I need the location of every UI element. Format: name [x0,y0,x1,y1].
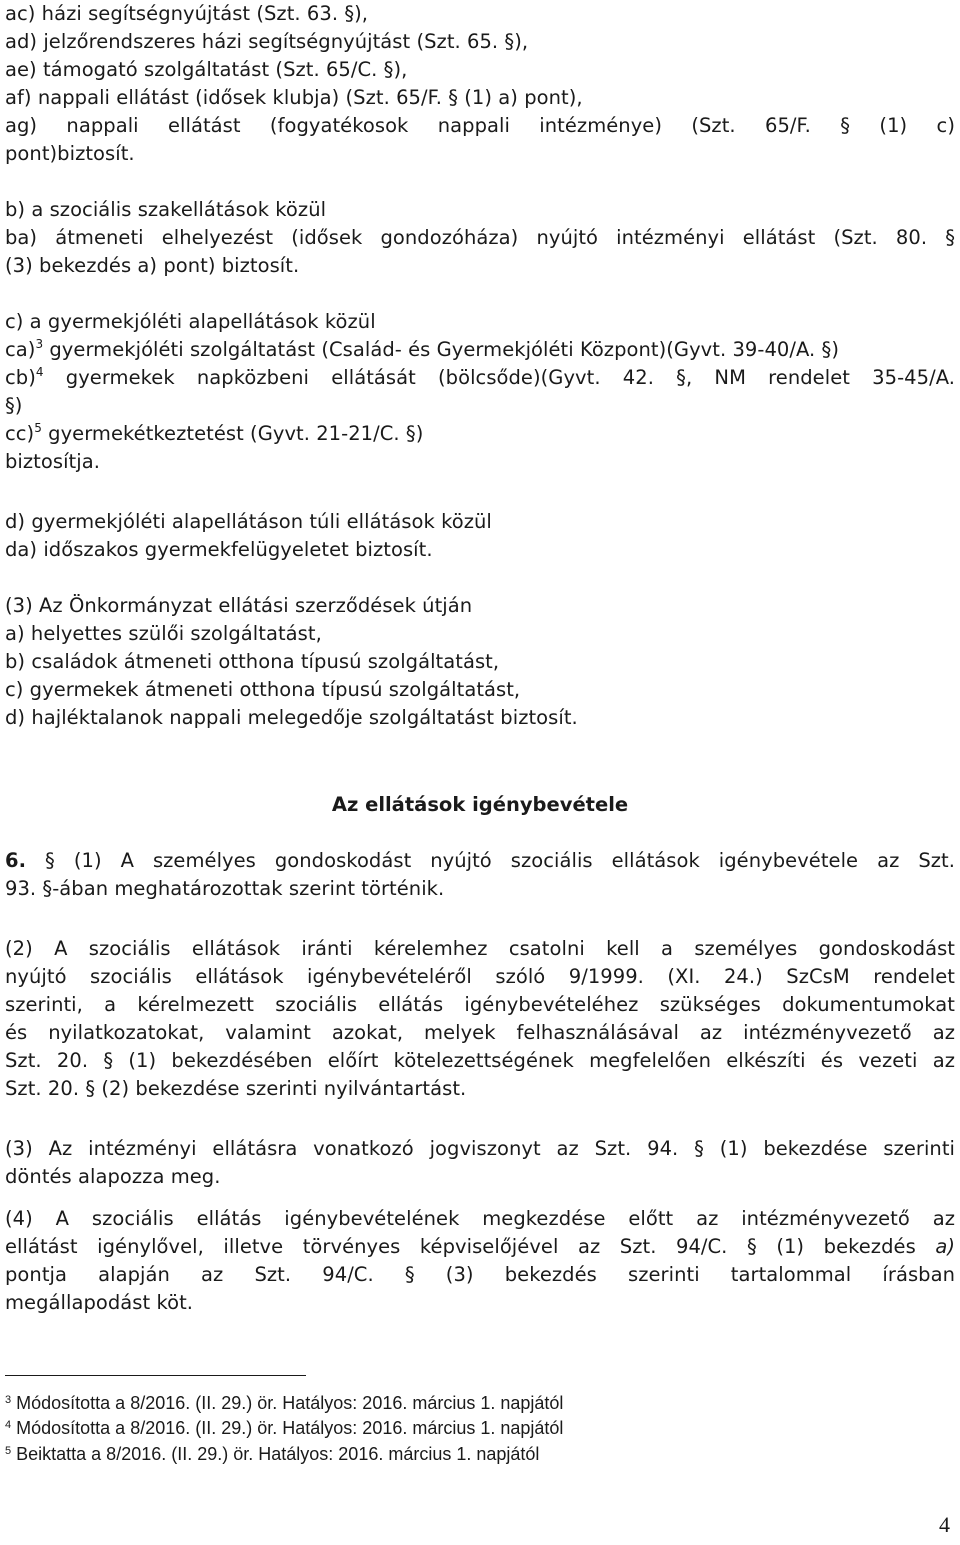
para-4-line3: pontja alapján az Szt. 94/C. § (3) bekezdés szerinti tartalommal írásban [5,1263,955,1286]
para-4-line1: (4) A szociális ellátás igénybevételének megkezdése előtt az intézményvezető az [5,1207,955,1230]
para-6-number: 6. [5,849,27,872]
para-2-line4: és nyilatkozatokat, valamint azokat, melyek felhasználásával az intézményvezető az [5,1021,955,1044]
para-6-text: § (1) A személyes gondoskodást nyújtó szociális ellátások igénybevétele az Szt. [26,849,955,872]
footnote-text: Módosította a 8/2016. (II. 29.) ör. Hatályos: 2016. március 1. napjától [11,1418,564,1438]
item-af: af) nappali ellátást (idősek klubja) (Szt. 65/F. § (1) a) pont), [5,86,583,109]
section-heading: Az ellátások igénybevétele [331,793,629,816]
para-6-line1 [5,847,955,875]
para-3-line2: döntés alapozza meg. [5,1165,221,1188]
para-3-line1: (3) Az intézményi ellátásra vonatkozó jogviszonyt az Szt. 94. § (1) bekezdése szerinti [5,1137,955,1160]
item-ad: ad) jelzőrendszeres házi segítségnyújtást (Szt. 65. §), [5,30,529,53]
para-4-line2-italic: a) [935,1235,955,1258]
footnote-separator [5,1375,306,1376]
para-2-line5: Szt. 20. § (1) bekezdésében előírt kötelezettségének megfelelően elkészíti és vezeti az [5,1049,955,1072]
item-da: da) időszakos gyermekfelügyeletet biztosít. [5,538,433,561]
item-3c: c) gyermekek átmeneti otthona típusú szolgáltatást, [5,678,521,701]
footnote-4 [5,1416,563,1440]
item-3a: a) helyettes szülői szolgáltatást, [5,622,322,645]
para-2-line3: szerinti, a kérelmezett szociális ellátás igénybevételéhez szükséges dokumentumokat [5,993,955,1016]
item-cb-cont: §) [5,394,23,417]
para-2-line2: nyújtó szociális ellátások igénybevételéről szóló 9/1999. (XI. 24.) SzCsM rendelet [5,965,955,988]
item-ca-text: gyermekjóléti szolgáltatást (Család- és Gyermekjóléti Központ)(Gyvt. 39-40/A. §) [43,338,839,361]
item-3d: d) hajléktalanok nappali melegedője szolgáltatást biztosít. [5,706,578,729]
footnote-5 [5,1442,539,1466]
item-cc-label: cc) [5,422,35,445]
item-cb-text: gyermekek napközbeni ellátását (bölcsőde)(Gyvt. 42. §, NM rendelet 35-45/A. [43,366,955,389]
footnote-ref-3[interactable]: 3 [35,336,44,351]
para-6-line2: 93. §-ában meghatározottak szerint történik. [5,877,445,900]
para-4-line4: megállapodást köt. [5,1291,194,1314]
footnote-number: 4 [5,1419,12,1431]
footnote-ref-4[interactable]: 4 [35,364,44,379]
section-c-end: biztosítja. [5,450,100,473]
section-b-intro: b) a szociális szakellátások közül [5,198,327,221]
item-ag-cont: pont)biztosít. [5,142,135,165]
footnote-text: Módosította a 8/2016. (II. 29.) ör. Hatályos: 2016. március 1. napjától [11,1393,564,1413]
item-cb-label: cb) [5,366,36,389]
item-ba-cont: (3) bekezdés a) pont) biztosít. [5,254,300,277]
item-ba: ba) átmeneti elhelyezést (idősek gondozóháza) nyújtó intézményi ellátást (Szt. 80. § [5,226,955,249]
footnote-number: 3 [5,1394,12,1406]
item-cb [5,364,955,392]
para-4-line2 [5,1233,955,1261]
item-ag: ag) nappali ellátást (fogyatékosok nappali intézménye) (Szt. 65/F. § (1) c) [5,114,955,137]
item-ac: ac) házi segítségnyújtást (Szt. 63. §), [5,2,369,25]
para-2-line6: Szt. 20. § (2) bekezdése szerinti nyilvántartást. [5,1077,467,1100]
item-cc [5,420,423,448]
item-3b: b) családok átmeneti otthona típusú szolgáltatást, [5,650,500,673]
item-ca-label: ca) [5,338,36,361]
item-ae: ae) támogató szolgáltatást (Szt. 65/C. §), [5,58,408,81]
footnote-ref-5[interactable]: 5 [34,420,42,435]
footnote-text: Beiktatta a 8/2016. (II. 29.) ör. Hatályos: 2016. március 1. napjától [11,1444,540,1464]
section-d-intro: d) gyermekjóléti alapellátáson túli ellátások közül [5,510,492,533]
section-c-intro: c) a gyermekjóléti alapellátások közül [5,310,376,333]
footnote-number: 5 [5,1445,12,1457]
footnote-3 [5,1391,563,1415]
section-3-intro: (3) Az Önkormányzat ellátási szerződések útján [5,594,473,617]
para-2-line1: (2) A szociális ellátások iránti kérelemhez csatolni kell a személyes gondoskodást [5,937,955,960]
item-ca [5,336,839,364]
page-number: 4 [939,1512,950,1537]
item-cc-text: gyermekétkeztetést (Gyvt. 21-21/C. §) [41,422,424,445]
para-4-line2-text: ellátást igénylővel, illetve törvényes képviselőjével az Szt. 94/C. § (1) bekezdés [5,1235,936,1258]
